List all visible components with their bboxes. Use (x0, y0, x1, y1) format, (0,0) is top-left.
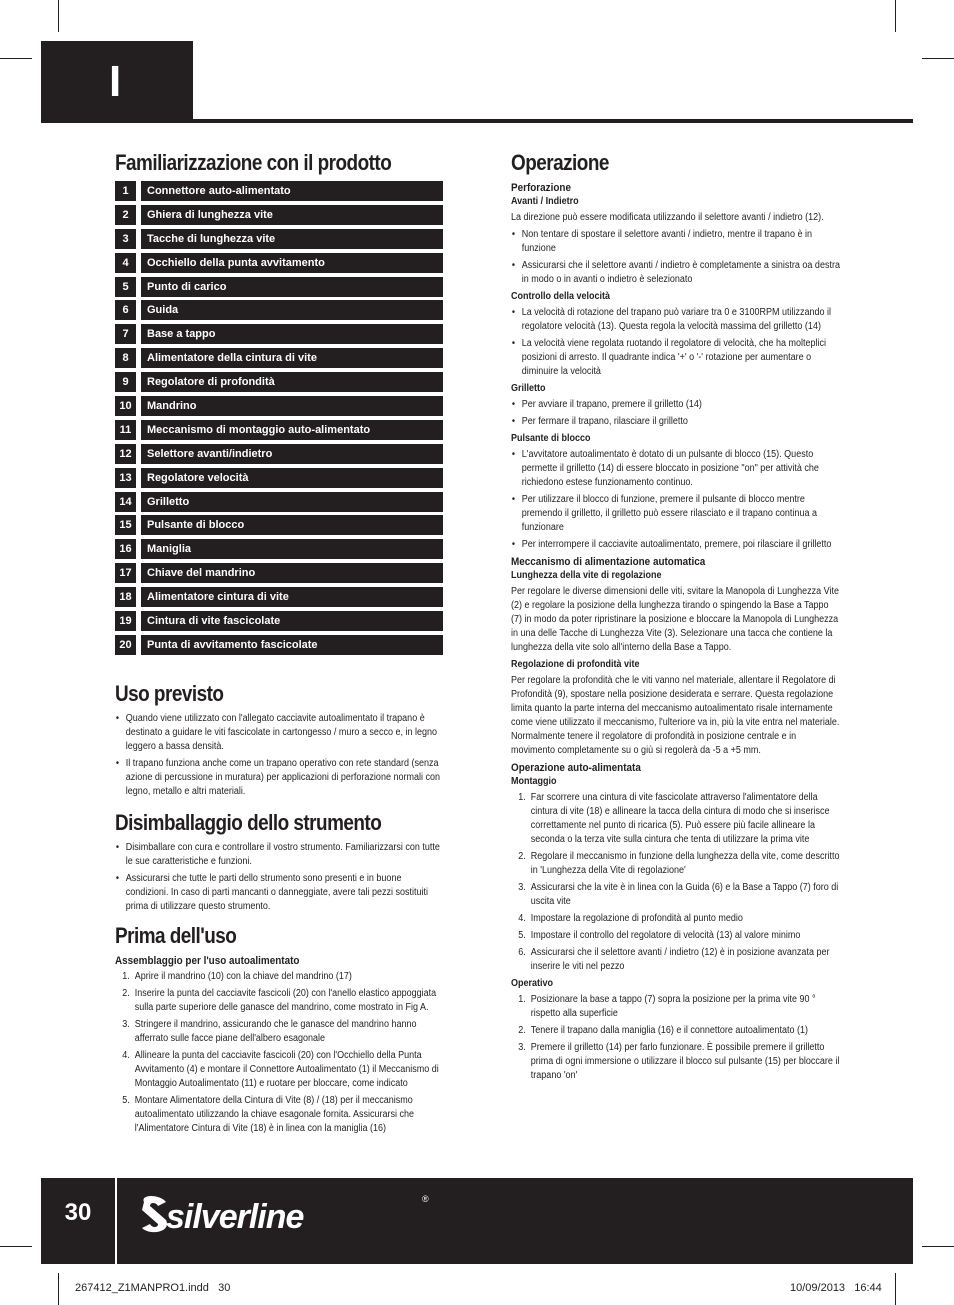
header-rule (41, 119, 913, 123)
part-label: Occhiello della punta avvitamento (141, 253, 443, 273)
table-row (115, 444, 445, 464)
part-number: 20 (115, 635, 136, 655)
table-row (115, 205, 445, 225)
part-number: 18 (115, 587, 136, 607)
autoal-title: Operazione auto-alimentata (511, 762, 641, 774)
list-item: 1. Aprire il mandrino (10) con la chiave del mandrino (17) (122, 970, 352, 982)
list-item: 3. Premere il grilletto (14) per farlo funzionare. È possibile premere il grilletto prima di ogni immersione o utilizzare il blocco sul pulsante (15) per bloccare il trapano 'on' (518, 1042, 840, 1081)
table-row (115, 372, 445, 392)
registered-mark: ® (422, 1194, 429, 1204)
slug-date: 10/09/2013 16:44 (790, 1282, 882, 1294)
part-number: 12 (115, 444, 136, 464)
list-item: • Per interrompere il cacciavite autoalimentato, premere, poi rilasciare il grilletto (511, 538, 840, 552)
left-column (115, 150, 445, 1139)
crop-mark (0, 1246, 32, 1247)
part-number: 5 (115, 277, 136, 297)
table-row (115, 348, 445, 368)
part-label: Ghiera di lunghezza vite (141, 205, 443, 225)
list-item: 4. Allineare la punta del cacciavite fascicoli (20) con l'Occhiello della Punta Avvitamento (4) e montare il Connettore Autoalimentato (1) il Meccanismo di Montaggio Autoalimentato (11) e ruotare per bloccare, come indicato (122, 1049, 439, 1089)
crop-mark (0, 58, 32, 59)
table-row (115, 635, 445, 655)
part-number: 10 (115, 396, 136, 416)
list-item: 1. Far scorrere una cintura di vite fascicolate attraverso l'alimentatore della cintura di vite (18) e allineare la tacca della cintura di modo che si inserisce correttamente nel punto di ricarica (5). Può essere più facile allineare la seconda o la terza vite sulla cintura che tenta di utilizzare la prima vite (518, 792, 830, 845)
prima-steps (115, 970, 445, 1136)
list-item: 6. Assicurarsi che il selettore avanti / indietro (12) è in posizione avanzata per inserire le viti nel pezzo (518, 947, 830, 972)
part-label: Regolatore di profondità (141, 372, 443, 392)
part-number: 11 (115, 420, 136, 440)
part-label: Tacche di lunghezza vite (141, 229, 443, 249)
parts-list (115, 181, 445, 655)
part-label: Meccanismo di montaggio auto-alimentato (141, 420, 443, 440)
table-row (115, 324, 445, 344)
table-row (115, 611, 445, 631)
list-item: 3. Assicurarsi che la vite è in linea con la Guida (6) e la Base a Tappo (7) foro di uscita vite (518, 882, 839, 907)
part-label: Maniglia (141, 539, 443, 559)
part-label: Chiave del mandrino (141, 563, 443, 583)
table-row (115, 587, 445, 607)
part-number: 17 (115, 563, 136, 583)
velocita-list (511, 306, 841, 379)
footer-divider (115, 1178, 117, 1264)
part-number: 4 (115, 253, 136, 273)
operazione-title: Operazione (511, 150, 609, 175)
table-row (115, 468, 445, 488)
right-column (511, 150, 841, 1086)
part-number: 2 (115, 205, 136, 225)
list-item: • Per utilizzare il blocco di funzione, premere il pulsante di blocco mentre premendo il grilletto, il grilletto può essere rilasciato e il trapano continua a funzionare (511, 493, 840, 535)
list-item: • La velocità di rotazione del trapano può variare tra 0 e 3100RPM utilizzando il regolatore velocità (13). Questa regola la velocità massima del grilletto (14) (511, 306, 840, 334)
list-item: 5. Montare Alimentatore della Cintura di Vite (8) / (18) per il meccanismo autoalimentato utilizzando la chiave esagonale fornita. Assicurarsi che l'Alimentatore Cintura di Vite (18) è in linea con la maniglia (16) (122, 1094, 414, 1134)
part-number: 13 (115, 468, 136, 488)
blocco-title: Pulsante di blocco (511, 433, 591, 444)
part-number: 3 (115, 229, 136, 249)
part-label: Punta di avvitamento fascicolate (141, 635, 443, 655)
part-number: 7 (115, 324, 136, 344)
list-item: • La velocità viene regolata ruotando il regolatore di velocità, che ha molteplici posizioni di arresto. Il quadrante indica '+' o '-' rotazione per aumentare o diminuire la velocità (511, 337, 840, 379)
list-item: • Il trapano funziona anche come un trapano operativo con rete standard (senza azione di percussione in muratura) per applicazioni di perforazione normali con legno, metallo e altri materiali. (115, 757, 444, 799)
part-label: Selettore avanti/indietro (141, 444, 443, 464)
page-number: 30 (64, 1199, 92, 1226)
logo-wordmark: silverline (166, 1198, 304, 1236)
crop-mark (58, 1273, 59, 1305)
list-item: • Disimballare con cura e controllare il vostro strumento. Familiarizzarsi con tutte le sue caratteristiche e funzioni. (115, 841, 444, 869)
silverline-logo (136, 1190, 436, 1240)
crop-mark (895, 0, 896, 32)
list-item: • Per avviare il trapano, premere il grilletto (14) (511, 398, 840, 412)
uso-title: Uso previsto (115, 680, 224, 706)
list-item: 2. Inserire la punta del cacciavite fascicoli (20) con l'anello elastico appoggiata sulla parte superiore delle ganasce del mandrino, come mostrato in Fig A. (122, 987, 437, 1013)
uso-list (115, 712, 445, 799)
table-row (115, 253, 445, 273)
perforazione-title: Perforazione (511, 182, 571, 194)
list-item: 5. Impostare il controllo del regolatore di velocità (13) al valore minimo (518, 930, 801, 941)
table-row (115, 563, 445, 583)
list-item: • Per fermare il trapano, rilasciare il grilletto (511, 415, 840, 429)
list-item: 2. Regolare il meccanismo in funzione della lunghezza della vite, come descritto in 'Lunghezza della Vite di regolazione' (518, 851, 840, 876)
slug-file: 267412_Z1MANPRO1.indd 30 (75, 1282, 231, 1294)
crop-mark (895, 1273, 896, 1305)
grilletto-title: Grilletto (511, 383, 546, 394)
familiar-title: Familiarizzazione con il prodotto (115, 150, 392, 175)
crop-mark (58, 0, 59, 32)
part-label: Connettore auto-alimentato (141, 181, 443, 201)
part-number: 8 (115, 348, 136, 368)
part-label: Grilletto (141, 492, 443, 512)
part-label: Pulsante di blocco (141, 515, 443, 535)
part-label: Mandrino (141, 396, 443, 416)
table-row (115, 396, 445, 416)
part-label: Base a tappo (141, 324, 443, 344)
part-label: Alimentatore della cintura di vite (141, 348, 443, 368)
table-row (115, 420, 445, 440)
disimballaggio-list (115, 841, 445, 914)
table-row (115, 300, 445, 320)
table-row (115, 515, 445, 535)
profondita-text: Per regolare la profondità che le viti vanno nel materiale, allentare il Regolatore di Profondità (9), spostare nella posizione desiderata e serrare. Questa regolazione limita quanto la parte interna del meccanismo autoalimentato risale internamente come viene utilizzato il meccanismo, l'ulteriore va in, più la vite entra nel materiale. Normalmente tenere il regolatore di profondità in posizione centrale e in movimento completamente su o giù si regolerà da -5 a +5 mm. (511, 675, 840, 756)
table-row (115, 229, 445, 249)
part-label: Alimentatore cintura di vite (141, 587, 443, 607)
part-number: 14 (115, 492, 136, 512)
list-item: 3. Stringere il mandrino, assicurando che le ganasce del mandrino hanno afferrato sulle facce piane dell'albero esagonale (122, 1018, 417, 1044)
blocco-list (511, 448, 841, 552)
grilletto-list (511, 398, 841, 429)
part-number: 16 (115, 539, 136, 559)
list-item: • Non tentare di spostare il selettore avanti / indietro, mentre il trapano è in funzione (511, 228, 840, 256)
part-number: 1 (115, 181, 136, 201)
velocita-title: Controllo della velocità (511, 291, 611, 302)
part-label: Regolatore velocità (141, 468, 443, 488)
crop-mark (922, 58, 954, 59)
avanti-title: Avanti / Indietro (511, 196, 579, 207)
list-item: 4. Impostare la regolazione di profondità al punto medio (518, 913, 743, 924)
part-number: 9 (115, 372, 136, 392)
list-item: • Quando viene utilizzato con l'allegato cacciavite autoalimentato il trapano è destinato a guidare le viti fascicolate in cartongesso / muro a secco e, in legno leggero a bassa densità. (115, 712, 444, 754)
operativo-steps (511, 993, 841, 1083)
avanti-text: La direzione può essere modificata utilizzando il selettore avanti / indietro (12). (511, 212, 824, 223)
crop-mark (922, 1246, 954, 1247)
list-item: 1. Posizionare la base a tappo (7) sopra la posizione per la prima vite 90 ° rispetto alla superficie (518, 994, 816, 1019)
part-label: Punto di carico (141, 277, 443, 297)
profondita-title: Regolazione di profondità vite (511, 659, 640, 670)
part-number: 6 (115, 300, 136, 320)
list-item: 2. Tenere il trapano dalla maniglia (16) e il connettore autoalimentato (1) (518, 1025, 808, 1036)
part-label: Cintura di vite fascicolate (141, 611, 443, 631)
lunghezza-title: Lunghezza della vite di regolazione (511, 570, 662, 581)
language-tab: I (41, 41, 193, 123)
lunghezza-text: Per regolare le diverse dimensioni delle viti, svitare la Manopola di Lunghezza Vite (2) e regolare la posizione della lunghezza tirando o spingendo la Base a Tappo (7) in modo da poter ripristinare la posizione e bloccare la Manopola di Lunghezza in una delle Tacche di Lunghezza Vite (3). Selezionare una tacca che contiene la lunghezza della vite solo all'interno della Base a Tappo. (511, 586, 840, 653)
part-label: Guida (141, 300, 443, 320)
part-number: 19 (115, 611, 136, 631)
prima-subtitle: Assemblaggio per l'uso autoalimentato (115, 954, 300, 967)
montaggio-title: Montaggio (511, 776, 557, 787)
operativo-title: Operativo (511, 978, 554, 989)
meccanismo-title: Meccanismo di alimentazione automatica (511, 556, 706, 568)
list-item: • L'avvitatore autoalimentato è dotato di un pulsante di blocco (15). Questo permette il grilletto (14) di essere bloccato in posizione "on" per attività che richiedono estese funzionamento continuo. (511, 448, 840, 490)
footer-bar (41, 1178, 913, 1264)
avanti-list (511, 228, 841, 287)
table-row (115, 277, 445, 297)
montaggio-steps (511, 791, 841, 974)
disimballaggio-title: Disimballaggio dello strumento (115, 809, 382, 835)
table-row (115, 539, 445, 559)
table-row (115, 181, 445, 201)
table-row (115, 492, 445, 512)
prima-title: Prima dell'uso (115, 922, 237, 948)
part-number: 15 (115, 515, 136, 535)
list-item: • Assicurarsi che tutte le parti dello strumento sono presenti e in buone condizioni. In caso di parti mancanti o danneggiate, avere tali pezzi sostituiti prima di utilizzare questo strumento. (115, 872, 444, 914)
list-item: • Assicurarsi che il selettore avanti / indietro è completamente a sinistra oa destra in modo o in avanti o indietro è selezionato (511, 259, 840, 287)
